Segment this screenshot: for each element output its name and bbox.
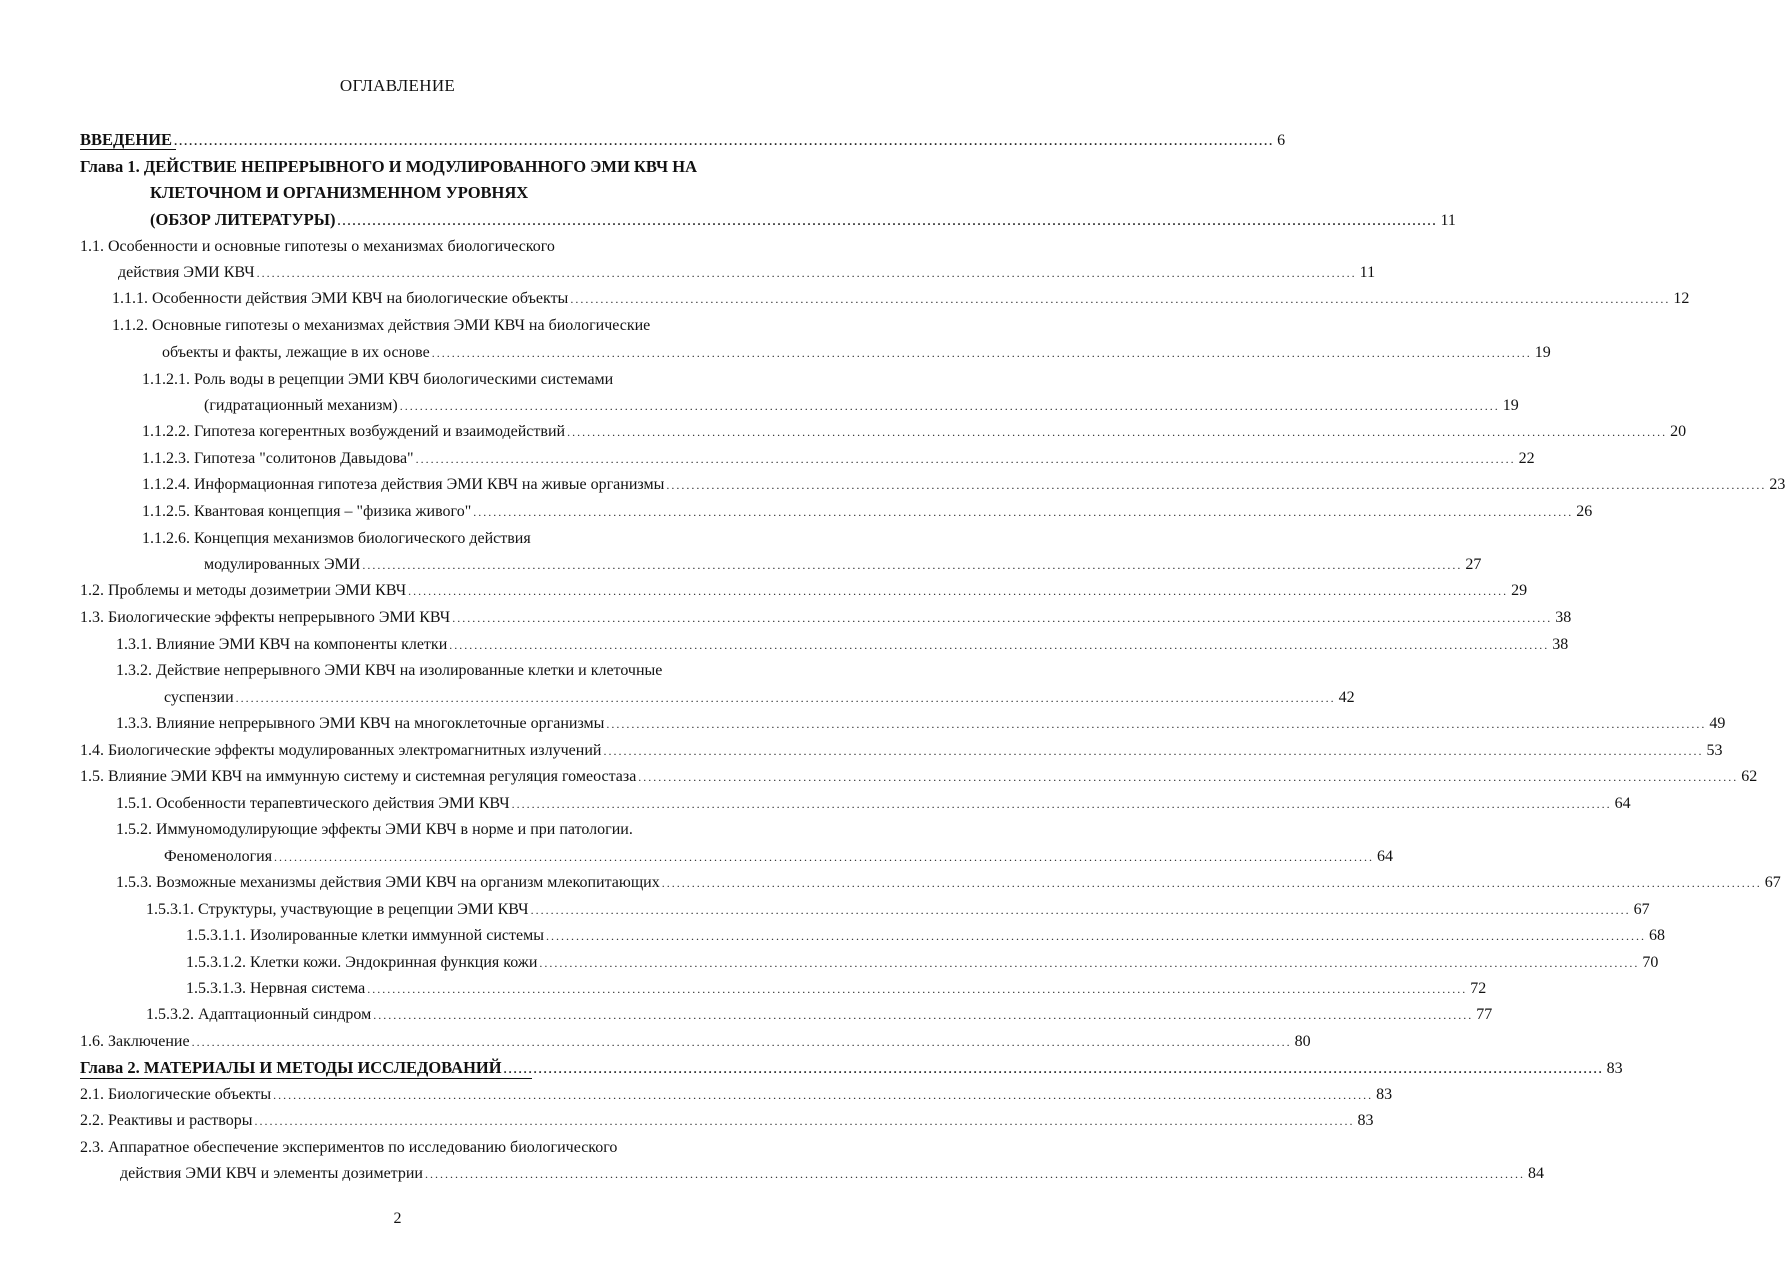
- toc-entry-title: 1.1.2.4. Информационная гипотеза действия ЭМИ КВЧ на живые организмы: [142, 476, 665, 493]
- toc-entry-1-5-1: [116, 794, 1631, 814]
- toc-entry-1-3: [80, 608, 1572, 628]
- toc-entry-1-5-2: [164, 847, 1394, 867]
- toc-entry-1-1-2-2: [142, 422, 1687, 442]
- leader-dots: ............................................................................................................................................................................................................................: [415, 452, 1516, 466]
- page-title: ОГЛАВЛЕНИЕ: [339, 76, 456, 95]
- toc-entry-page: 64: [1377, 848, 1394, 865]
- leader-dots: ............................................................................................................................................................................................................................: [431, 346, 1532, 360]
- toc-entry-page: 80: [1294, 1033, 1311, 1050]
- toc-entry-title: 1.3. Биологические эффекты непрерывного ЭМИ КВЧ: [80, 609, 451, 626]
- toc-entry-title: 1.5.3.1.2. Клетки кожи. Эндокринная функция кожи: [186, 954, 538, 971]
- toc-entry-title: 1.1.1. Особенности действия ЭМИ КВЧ на биологические объекты: [112, 290, 569, 307]
- leader-dots: ............................................................................................................................................................................................................................: [473, 505, 1574, 519]
- toc-entry-page: 83: [1357, 1112, 1374, 1129]
- toc-entry-page: 22: [1518, 450, 1535, 467]
- toc-entry-page: 26: [1576, 503, 1593, 520]
- toc-entry-page: 62: [1741, 768, 1758, 785]
- toc-entry-introduction: [80, 130, 1286, 151]
- toc-entry-title: 1.5.3.1.3. Нервная система: [186, 980, 366, 997]
- toc-entry-title: 1.1.2.2. Гипотеза когерентных возбуждений и взаимодействий: [142, 423, 566, 440]
- toc-entry-page: 68: [1648, 927, 1665, 944]
- toc-entry-1-1-2: [162, 343, 1551, 363]
- toc-entry-chapter-1-line-2: КЛЕТОЧНОМ И ОРГАНИЗМЕННОМ УРОВНЯХ: [150, 183, 529, 202]
- title-underline: [80, 1078, 532, 1079]
- toc-entry-page: 42: [1338, 689, 1355, 706]
- toc-entry-1-5-3: [116, 873, 1781, 893]
- toc-entry-1-5-3-1-3: [186, 979, 1487, 999]
- toc-entry-title: объекты и факты, лежащие в их основе: [162, 344, 430, 361]
- leader-dots: ............................................................................................................................................................................................................................: [191, 1035, 1292, 1049]
- toc-entry-chapter-2: [80, 1058, 1623, 1079]
- toc-entry-title: 1.6. Заключение: [80, 1033, 190, 1050]
- leader-dots: ............................................................................................................................................................................................................................: [235, 691, 1336, 705]
- toc-entry-1-1-2-6: [204, 555, 1482, 575]
- toc-entry-1-1-2-3: [142, 449, 1535, 469]
- toc-entry-page: 83: [1606, 1060, 1623, 1077]
- toc-entry-1-1: [118, 263, 1376, 283]
- leader-dots: ............................................................................................................................................................................................................................: [666, 478, 1767, 492]
- toc-entry-1-1-line-1: 1.1. Особенности и основные гипотезы о механизмах биологического: [80, 238, 555, 255]
- toc-entry-1-1-1: [112, 289, 1690, 309]
- toc-entry-title: 1.5.3. Возможные механизмы действия ЭМИ КВЧ на организм млекопитающих: [116, 874, 660, 891]
- toc-entry-page: 83: [1376, 1086, 1393, 1103]
- leader-dots: ............................................................................................................................................................................................................................: [661, 876, 1762, 890]
- toc-entry-1-3-2: [164, 688, 1355, 708]
- toc-entry-page: 23: [1769, 476, 1785, 493]
- leader-dots: ............................................................................................................................................................................................................................: [367, 982, 1468, 996]
- toc-entry-page: 67: [1764, 874, 1781, 891]
- toc-entry-2-3: [120, 1164, 1544, 1184]
- toc-entry-1-1-2-line-1: 1.1.2. Основные гипотезы о механизмах действия ЭМИ КВЧ на биологические: [112, 317, 651, 334]
- toc-entry-1-1-2-6-line-1: 1.1.2.6. Концепция механизмов биологического действия: [142, 530, 531, 547]
- toc-entry-title: действия ЭМИ КВЧ и элементы дозиметрии: [120, 1165, 423, 1182]
- toc-entry-title: (гидратационный механизм): [204, 397, 398, 414]
- toc-entry-page: 20: [1670, 423, 1687, 440]
- toc-entry-page: 70: [1642, 954, 1659, 971]
- toc-entry-page: 27: [1465, 556, 1482, 573]
- leader-dots: ............................................................................................................................................................................................................................: [424, 1167, 1525, 1181]
- toc-entry-2-2: [80, 1111, 1374, 1131]
- toc-entry-1-5-3-1-1: [186, 926, 1665, 946]
- toc-entry-1-1-2-1-line-1: 1.1.2.1. Роль воды в рецепции ЭМИ КВЧ биологическими системами: [142, 371, 614, 388]
- toc-entry-1-3-2-line-1: 1.3.2. Действие непрерывного ЭМИ КВЧ на изолированные клетки и клеточные: [116, 662, 663, 679]
- toc-entry-title: 2.1. Биологические объекты: [80, 1086, 272, 1103]
- leader-dots: ............................................................................................................................................................................................................................: [570, 292, 1671, 306]
- toc-entry-page: 77: [1476, 1006, 1493, 1023]
- leader-dots: ............................................................................................................................................................................................................................: [530, 903, 1631, 917]
- toc-entry-title: Феноменология: [164, 848, 273, 865]
- toc-entry-title: 1.4. Биологические эффекты модулированных электромагнитных излучений: [80, 742, 602, 759]
- toc-entry-page: 19: [1534, 344, 1551, 361]
- toc-entry-page: 38: [1555, 609, 1572, 626]
- toc-entry-1-5: [80, 767, 1758, 787]
- toc-entry-1-1-2-4: [142, 475, 1785, 495]
- toc-entry-1-5-2-line-1: 1.5.2. Иммуномодулирующие эффекты ЭМИ КВЧ в норме и при патологии.: [116, 821, 633, 838]
- toc-entry-title: 1.2. Проблемы и методы дозиметрии ЭМИ КВЧ: [80, 582, 407, 599]
- toc-entry-1-4: [80, 741, 1723, 761]
- leader-dots: ............................................................................................................................................................................................................................: [452, 611, 1553, 625]
- toc-entry-page: 72: [1470, 980, 1487, 997]
- leader-dots: ............................................................................................................................................................................................................................: [638, 770, 1739, 784]
- toc-entry-title: 1.1.2.5. Квантовая концепция – "физика живого": [142, 503, 472, 520]
- toc-entry-2-3-line-1: 2.3. Аппаратное обеспечение экспериментов по исследованию биологического: [80, 1139, 618, 1156]
- toc-entry-title: (ОБЗОР ЛИТЕРАТУРЫ): [150, 210, 336, 229]
- toc-entry-page: 84: [1527, 1165, 1544, 1182]
- toc-entry-page: 11: [1359, 264, 1376, 281]
- toc-entry-2-1: [80, 1085, 1393, 1105]
- toc-entry-page: 12: [1673, 290, 1690, 307]
- toc-entry-1-1-2-1: [204, 396, 1519, 416]
- title-underline: [80, 149, 176, 150]
- toc-entry-title: 1.5. Влияние ЭМИ КВЧ на иммунную систему и системная регуляция гомеостаза: [80, 768, 637, 785]
- toc-entry-1-3-1: [116, 635, 1569, 655]
- leader-dots: ............................................................................................................................................................................................................................: [511, 797, 1612, 811]
- leader-dots: ............................................................................................................................................................................................................................: [362, 558, 1463, 572]
- toc-entry-page: 29: [1511, 582, 1528, 599]
- toc-entry-page: 53: [1706, 742, 1723, 759]
- page-number: 2: [393, 1210, 402, 1227]
- toc-entry-title: 1.5.3.1. Структуры, участвующие в рецепции ЭМИ КВЧ: [146, 901, 529, 918]
- toc-entry-1-3-3: [116, 714, 1726, 734]
- toc-entry-page: 19: [1502, 397, 1519, 414]
- toc-entry-title: действия ЭМИ КВЧ: [118, 264, 255, 281]
- leader-dots: ............................................................................................................................................................................................................................: [373, 1008, 1474, 1022]
- toc-entry-page: 67: [1633, 901, 1650, 918]
- leader-dots: ............................................................................................................................................................................................................................: [408, 584, 1509, 598]
- toc-entry-title: 1.1.2.3. Гипотеза "солитонов Давыдова": [142, 450, 414, 467]
- leader-dots: ............................................................................................................................................................................................................................: [539, 956, 1640, 970]
- toc-entry-chapter-1: [150, 210, 1456, 231]
- leader-dots: ............................................................................................................................................................................................................................: [274, 850, 1375, 864]
- toc-entry-page: 11: [1440, 212, 1456, 229]
- toc-entry-title: 1.3.3. Влияние непрерывного ЭМИ КВЧ на многоклеточные организмы: [116, 715, 605, 732]
- toc-entry-page: 64: [1614, 795, 1631, 812]
- toc-entry-1-5-3-1-2: [186, 953, 1659, 973]
- toc-entry-title: 1.3.1. Влияние ЭМИ КВЧ на компоненты клетки: [116, 636, 448, 653]
- toc-entry-page: 38: [1552, 636, 1569, 653]
- leader-dots: ............................................................................................................................................................................................................................: [273, 1088, 1374, 1102]
- leader-dots: ............................................................................................................................................................................................................................: [603, 744, 1704, 758]
- toc-entry-1-5-3-2: [146, 1005, 1493, 1025]
- toc-entry-1-5-3-1: [146, 900, 1650, 920]
- toc-entry-title: ВВЕДЕНИЕ: [80, 130, 173, 149]
- toc-entry-1-2: [80, 581, 1528, 601]
- toc-entry-title: 1.5.3.2. Адаптационный синдром: [146, 1006, 372, 1023]
- toc-entry-chapter-1-line-1: Глава 1. ДЕЙСТВИЕ НЕПРЕРЫВНОГО И МОДУЛИРОВАННОГО ЭМИ КВЧ НА: [80, 157, 698, 176]
- toc-entry-title: 1.5.1. Особенности терапевтического действия ЭМИ КВЧ: [116, 795, 510, 812]
- leader-dots: ............................................................................................................................................................................................................................: [399, 399, 1500, 413]
- leader-dots: ............................................................................................................................................................................................................................: [256, 266, 1357, 280]
- leader-dots: ............................................................................................................................................................................................................................: [254, 1114, 1355, 1128]
- leader-dots: ............................................................................................................................................................................................................................: [567, 425, 1668, 439]
- leader-dots: ............................................................................................................................................................................................................................: [606, 717, 1707, 731]
- toc-entry-title: Глава 2. МАТЕРИАЛЫ И МЕТОДЫ ИССЛЕДОВАНИЙ: [80, 1058, 502, 1077]
- leader-dots: ............................................................................................................................................................................................................................: [503, 1062, 1604, 1076]
- toc-entry-title: 1.5.3.1.1. Изолированные клетки иммунной системы: [186, 927, 544, 944]
- toc-entry-page: 49: [1709, 715, 1726, 732]
- leader-dots: ............................................................................................................................................................................................................................: [174, 134, 1275, 148]
- leader-dots: ............................................................................................................................................................................................................................: [545, 929, 1646, 943]
- toc-entry-1-6: [80, 1032, 1311, 1052]
- toc-entry-page: 6: [1277, 132, 1286, 149]
- leader-dots: ............................................................................................................................................................................................................................: [449, 638, 1550, 652]
- toc-entry-title: модулированных ЭМИ: [204, 556, 361, 573]
- toc-entry-title: суспензии: [164, 689, 234, 706]
- leader-dots: ............................................................................................................................................................................................................................: [337, 214, 1438, 228]
- toc-entry-title: 2.2. Реактивы и растворы: [80, 1112, 253, 1129]
- toc-entry-1-1-2-5: [142, 502, 1593, 522]
